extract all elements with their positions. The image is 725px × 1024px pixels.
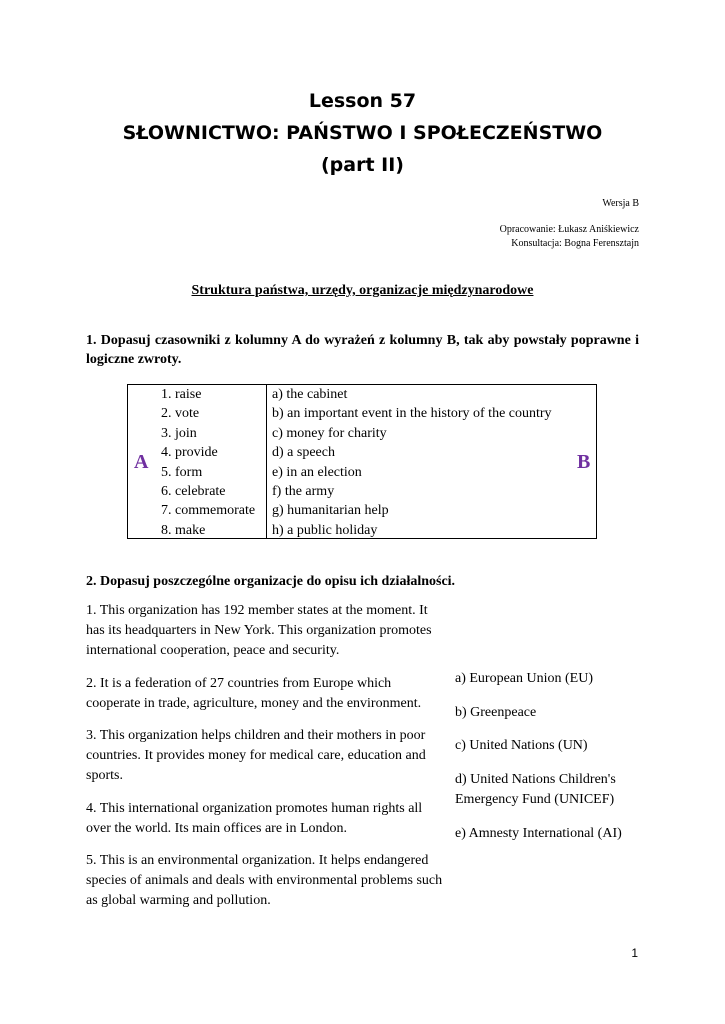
column-a-item: 3. join [161, 425, 197, 441]
column-b-item: g) humanitarian help [272, 503, 389, 519]
exercise2-instruction: 2. Dopasuj poszczególne organizacje do opisu ich działalności. [86, 574, 456, 589]
author-credit: Opracowanie: Łukasz Aniśkiewicz [499, 224, 639, 235]
column-b-item: f) the army [272, 484, 335, 500]
column-b-item: c) money for charity [272, 425, 387, 441]
column-b-list [272, 385, 552, 540]
section-heading: Struktura państwa, urzędy, organizacje międzynarodowe [191, 283, 534, 298]
organization-option-e: e) Amnesty International (AI) [455, 826, 622, 841]
organization-description-1: 1. This organization has 192 member states at the moment. It has its headquarters in New York. This organization promotes international cooperation, peace and security. [86, 603, 432, 658]
organization-description-3: 3. This organization helps children and their mothers in poor countries. It provides money for medical care, education and sports. [86, 728, 426, 783]
page-number: 1 [631, 946, 638, 960]
exercise1-instruction: 1. Dopasuj czasowniki z kolumny A do wyrażeń z kolumny B, tak aby powstały poprawne i logiczne zwroty. [86, 333, 639, 367]
title-part: (part II) [321, 154, 404, 176]
column-a-item: 4. provide [161, 445, 218, 461]
column-a-list [161, 385, 255, 540]
lesson-number: Lesson 57 [308, 90, 417, 112]
column-b-item: d) a speech [272, 445, 335, 461]
column-a-item: 1. raise [161, 387, 202, 402]
organization-option-c: c) United Nations (UN) [455, 738, 588, 753]
column-a-item: 7. commemorate [161, 503, 256, 519]
organization-option-b: b) Greenpeace [455, 705, 537, 720]
column-b-item: h) a public holiday [272, 522, 378, 538]
organization-description-2: 2. It is a federation of 27 countries from Europe which cooperate in trade, agriculture, money and the environment. [86, 676, 422, 711]
column-a-item: 5. form [161, 464, 203, 480]
column-b-item: b) an important event in the history of the country [272, 406, 552, 422]
organization-description-5: 5. This is an environmental organization. It helps endangered species of animals and deals with environmental problems such as global warming and pollution. [86, 853, 443, 908]
consultant-credit: Konsultacja: Bogna Ferensztajn [511, 238, 639, 249]
column-b-item: a) the cabinet [272, 387, 348, 402]
column-a-item: 8. make [161, 522, 206, 538]
organization-description-4: 4. This international organization promotes human rights all over the world. Its main offices are in London. [86, 801, 423, 836]
organization-option-a: a) European Union (EU) [455, 671, 594, 686]
column-a-item: 6. celebrate [161, 484, 226, 500]
column-b-label: B [577, 451, 591, 473]
column-a-label: A [134, 451, 149, 473]
matching-table [127, 384, 597, 539]
column-b-item: e) in an election [272, 464, 362, 480]
version-label: Wersja B [602, 198, 639, 209]
organization-option-d: d) United Nations Children's Emergency Fund (UNICEF) [455, 772, 616, 807]
column-divider [266, 385, 267, 538]
column-a-item: 2. vote [161, 406, 200, 422]
page-title: SŁOWNICTWO: PAŃSTWO I SPOŁECZEŃSTWO [122, 122, 603, 144]
